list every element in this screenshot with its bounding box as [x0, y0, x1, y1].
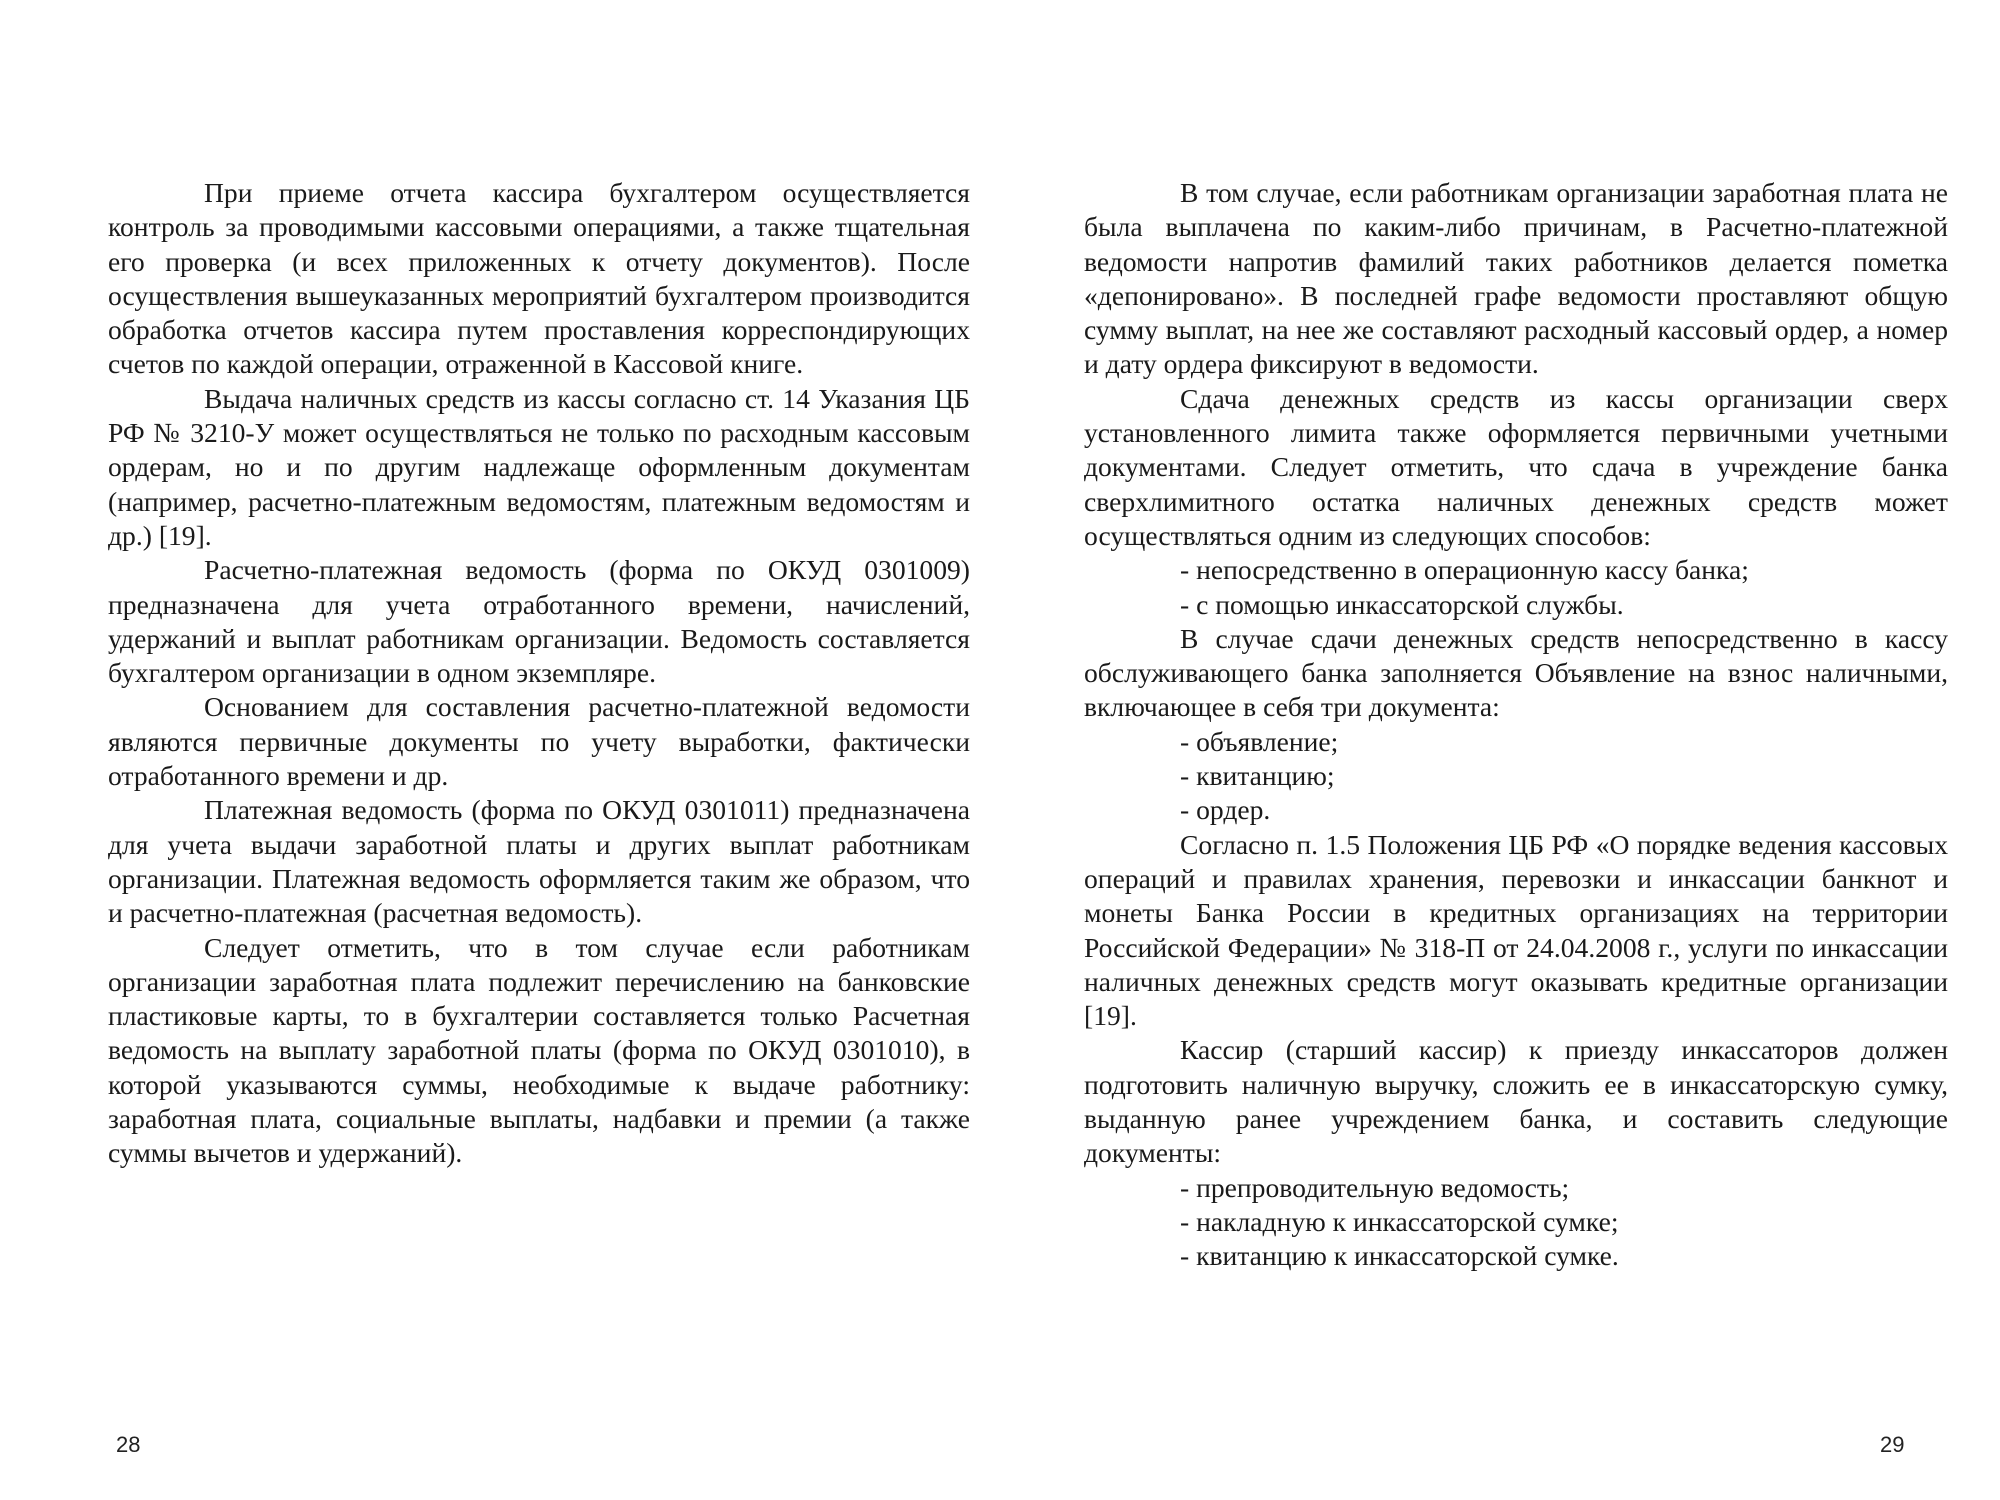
paragraph: В случае сдачи денежных средств непосредственно в кассу обслуживающего банка заполняется Объявление на взнос наличными, включающее в себя три документа:: [1084, 622, 1948, 723]
paragraph: Согласно п. 1.5 Положения ЦБ РФ «О порядке ведения кассовых операций и правилах хранения, перевозки и инкассации банкнот и монеты Банка России в кредитных организациях на территории Российской Федерации» № 318-П от 24.04.2008 г., услуги по инкассации наличных денежных средств могут оказывать кредитные организации [19].: [1084, 828, 1948, 1032]
page-number-left: 28: [116, 1432, 141, 1457]
right-page: [1000, 0, 2000, 1500]
paragraph: Основанием для составления расчетно-платежной ведомости являются первичные документы по учету выработки, фактически отработанного времени и др.: [108, 691, 970, 792]
list-item: - накладную к инкассаторской сумке;: [1180, 1205, 1619, 1237]
paragraph: Кассир (старший кассир) к приезду инкассаторов должен подготовить наличную выручку, сложить ее в инкассаторскую сумку, выданную ранее учреждением банка, и составить следующие документы:: [1084, 1034, 1948, 1169]
paragraph: Платежная ведомость (форма по ОКУД 0301011) предназначена для учета выдачи заработной платы и других выплат работникам организации. Платежная ведомость оформляется таким же образом, что и расчетно-платежная (расчетная ведомость).: [108, 794, 970, 929]
list-item: - непосредственно в операционную кассу банка;: [1180, 554, 1749, 586]
list-item: - квитанцию к инкассаторской сумке.: [1180, 1240, 1619, 1272]
paragraph: При приеме отчета кассира бухгалтером осуществляется контроль за проводимыми кассовыми операциями, а также тщательная его проверка (и всех приложенных к отчету документов). После осуществления вышеуказанных мероприятий бухгалтером производится обработка отчетов кассира путем проставления корреспондирующих счетов по каждой операции, отраженной в Кассовой книге.: [108, 177, 970, 380]
paragraph: Расчетно-платежная ведомость (форма по ОКУД 0301009) предназначена для учета отработанного времени, начислений, удержаний и выплат работникам организации. Ведомость составляется бухгалтером организации в одном экземпляре.: [108, 554, 970, 689]
list-item: - с помощью инкассаторской службы.: [1180, 588, 1624, 620]
list-item: - препроводительную ведомость;: [1180, 1171, 1570, 1203]
list-item: - квитанцию;: [1180, 760, 1335, 792]
paragraph: Следует отметить, что в том случае если работникам организации заработная плата подлежит перечислению на банковские пластиковые карты, то в бухгалтерии составляется только Расчетная ведомость на выплату заработной платы (форма по ОКУД 0301010), в которой указываются суммы, необходимые к выдаче работнику: заработная плата, социальные выплаты, надбавки и премии (а также суммы вычетов и удержаний).: [108, 931, 970, 1169]
paragraph: Сдача денежных средств из кассы организации сверх установленного лимита также оформляется первичными учетными документами. Следует отметить, что сдача в учреждение банка сверхлимитного остатка наличных денежных средств может осуществляться одним из следующих способов:: [1084, 382, 1948, 551]
left-page-text: [108, 176, 970, 1171]
list-item: - объявление;: [1180, 725, 1339, 757]
paragraph: Выдача наличных средств из кассы согласно ст. 14 Указания ЦБ РФ № 3210-У может осуществляться не только по расходным кассовым ордерам, но и по другим надлежаще оформленным документам (например, расчетно-платежным ведомостям, платежным ведомостям и др.) [19].: [108, 382, 970, 551]
right-page-text: [1084, 176, 1948, 1274]
paragraph: В том случае, если работникам организации заработная плата не была выплачена по каким-либо причинам, в Расчетно-платежной ведомости напротив фамилий таких работников делается пометка «депонировано». В последней графе ведомости проставляют общую сумму выплат, на нее же составляют расходный кассовый ордер, а номер и дату ордера фиксируют в ведомости.: [1084, 177, 1948, 380]
list-item: - ордер.: [1180, 794, 1271, 826]
page-number-right: 29: [1880, 1432, 1905, 1457]
